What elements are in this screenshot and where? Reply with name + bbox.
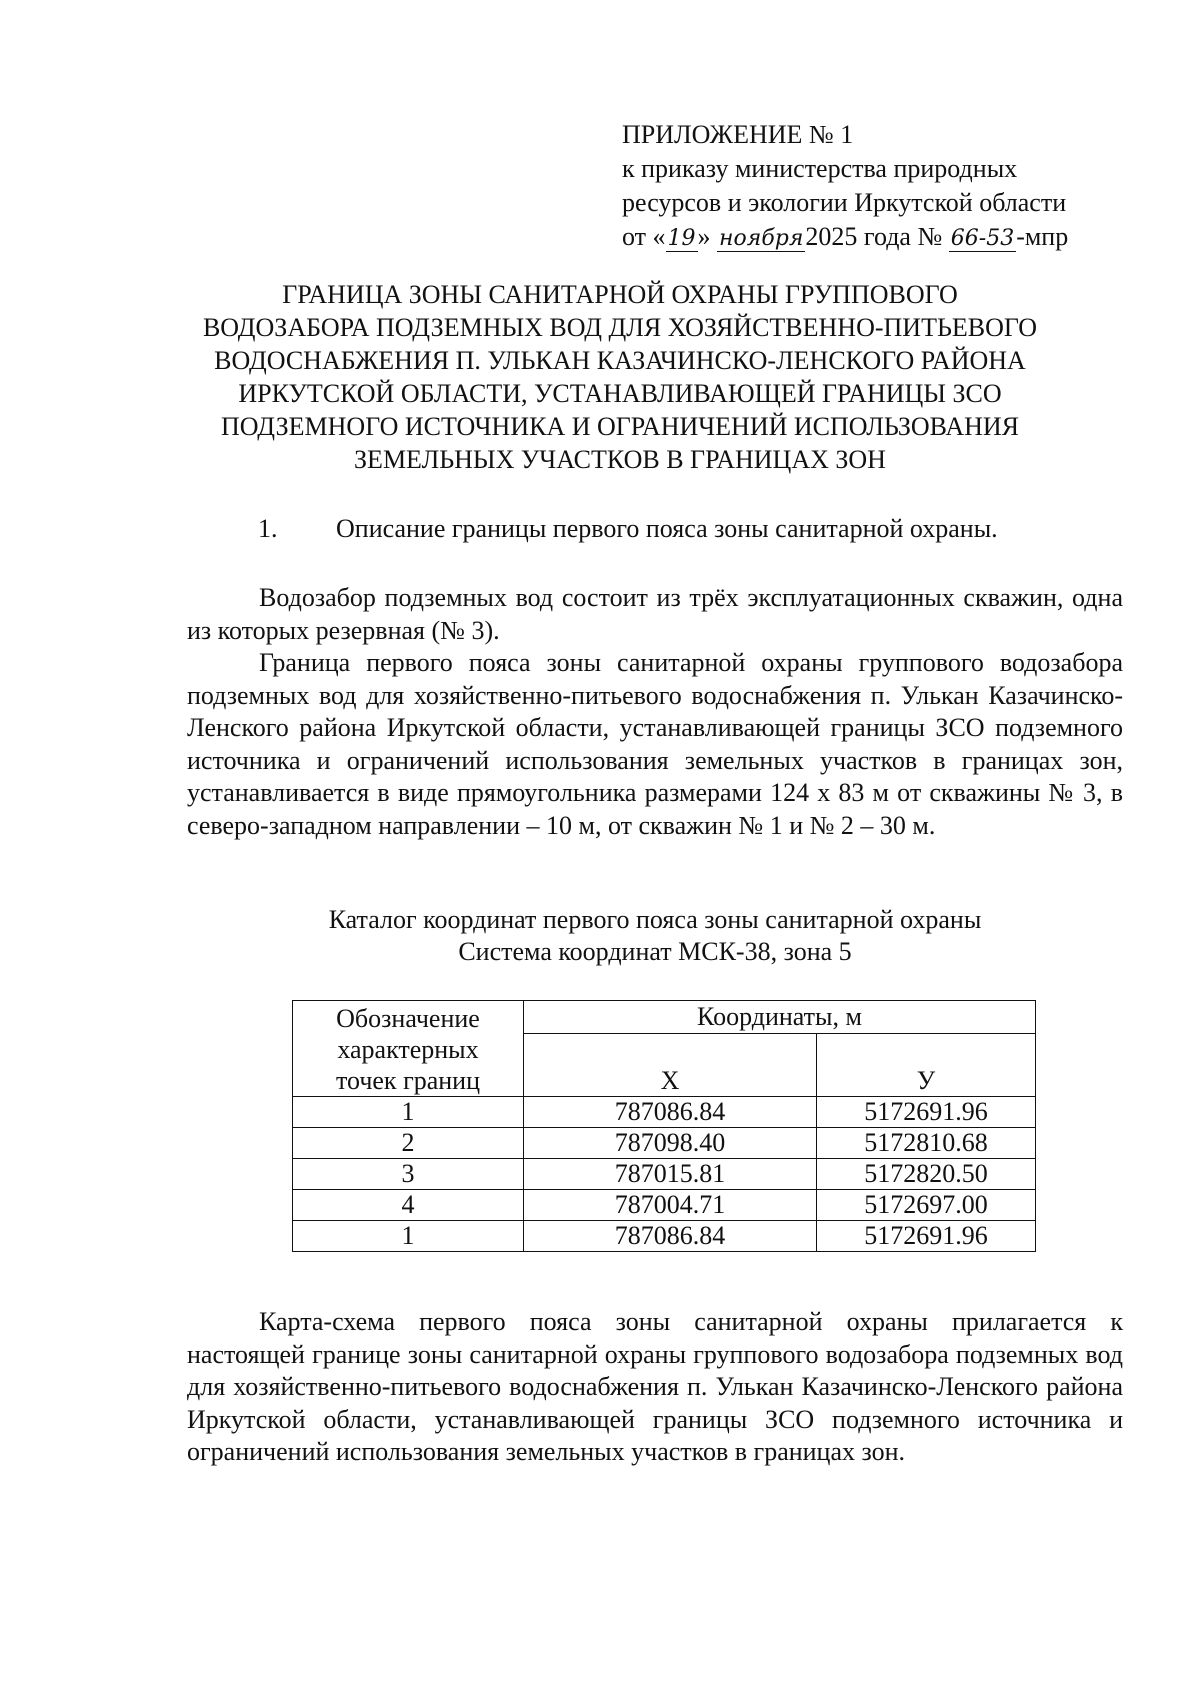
closing-paragraph — [187, 1306, 1123, 1469]
handwritten-day: 19 — [667, 226, 696, 251]
date-mid: » — [697, 222, 711, 251]
catalog-caption — [187, 904, 1123, 968]
appendix-header — [622, 118, 1142, 254]
catalog-caption-line-1: Каталог координат первого пояса зоны санитарной охраны — [328, 905, 982, 934]
document-title — [150, 278, 1090, 476]
table-row — [293, 1221, 1036, 1252]
point-cell: 1 — [293, 1097, 524, 1128]
section-heading-text: Описание границы первого пояса зоны санитарной охраны. — [336, 514, 998, 543]
table-row — [293, 1190, 1036, 1221]
order-suffix: -мпр — [1016, 222, 1069, 251]
title-line: ВОДОСНАБЖЕНИЯ П. УЛЬКАН КАЗАЧИНСКО-ЛЕНСКОГО РАЙОНА — [214, 346, 1026, 375]
x-cell: 787015.81 — [524, 1159, 817, 1190]
header-point-line: характерных — [337, 1035, 479, 1064]
header-y: У — [817, 1034, 1036, 1097]
appendix-line-1: к приказу министерства природных — [622, 154, 1018, 183]
body-paragraphs — [187, 582, 1123, 842]
appendix-date-line — [622, 220, 1142, 254]
handwritten-order-number: 66-53 — [950, 226, 1015, 251]
point-cell: 4 — [293, 1190, 524, 1221]
paragraph-2: Граница первого пояса зоны санитарной охраны группового водозабора подземных вод для хозяйственно-питьевого водоснабжения п. Улькан Казачинско-Ленского района Иркутской области, устанавливающей границы ЗСО подземного источника и ограничений использования земельных участков в границах зон, устанавливается в виде прямоугольника размерами 124 х 83 м от скважины № 3, в северо-западном направлении – 10 м, от скважин № 1 и № 2 – 30 м. — [187, 648, 1123, 840]
point-cell: 3 — [293, 1159, 524, 1190]
x-cell: 787004.71 — [524, 1190, 817, 1221]
handwritten-month: ноября — [719, 226, 804, 251]
point-cell: 2 — [293, 1128, 524, 1159]
header-point-line: точек границ — [335, 1066, 481, 1095]
coordinates-table — [292, 1000, 1036, 1252]
title-line: ЗЕМЕЛЬНЫХ УЧАСТКОВ В ГРАНИЦАХ ЗОН — [354, 445, 886, 474]
y-cell: 5172691.96 — [817, 1097, 1036, 1128]
y-cell: 5172691.96 — [817, 1221, 1036, 1252]
title-line: ИРКУТСКОЙ ОБЛАСТИ, УСТАНАВЛИВАЮЩЕЙ ГРАНИЦЫ ЗСО — [238, 379, 1002, 408]
appendix-line-2: ресурсов и экологии Иркутской области — [622, 188, 1067, 217]
header-x: Х — [524, 1034, 817, 1097]
x-cell: 787086.84 — [524, 1221, 817, 1252]
x-cell: 787086.84 — [524, 1097, 817, 1128]
title-line: ПОДЗЕМНОГО ИСТОЧНИКА И ОГРАНИЧЕНИЙ ИСПОЛЬЗОВАНИЯ — [220, 412, 1019, 441]
section-number: 1. — [258, 514, 278, 543]
date-year: 2025 года № — [805, 222, 943, 251]
title-line: ГРАНИЦА ЗОНЫ САНИТАРНОЙ ОХРАНЫ ГРУППОВОГО — [282, 280, 958, 309]
section-heading — [258, 512, 998, 546]
header-point-line: Обозначение — [336, 1004, 480, 1033]
date-prefix: от « — [622, 222, 666, 251]
appendix-title: ПРИЛОЖЕНИЕ № 1 — [622, 120, 854, 149]
y-cell: 5172810.68 — [817, 1128, 1036, 1159]
table-header-row — [293, 1001, 1036, 1034]
table-row — [293, 1097, 1036, 1128]
table-row — [293, 1128, 1036, 1159]
point-cell: 1 — [293, 1221, 524, 1252]
table-row — [293, 1159, 1036, 1190]
paragraph-3: Карта-схема первого пояса зоны санитарной охраны прилагается к настоящей границе зоны санитарной охраны группового водозабора подземных вод для хозяйственно-питьевого водоснабжения п. Улькан Казачинско-Ленского района Иркутской области, устанавливающей границы ЗСО подземного источника и ограничений использования земельных участков в границах зон. — [187, 1307, 1123, 1466]
y-cell: 5172820.50 — [817, 1159, 1036, 1190]
catalog-caption-line-2: Система координат МСК-38, зона 5 — [458, 937, 852, 966]
y-cell: 5172697.00 — [817, 1190, 1036, 1221]
header-point — [293, 1001, 524, 1097]
title-line: ВОДОЗАБОРА ПОДЗЕМНЫХ ВОД ДЛЯ ХОЗЯЙСТВЕННО-ПИТЬЕВОГО — [202, 313, 1038, 342]
header-coordinates: Координаты, м — [524, 1001, 1036, 1034]
x-cell: 787098.40 — [524, 1128, 817, 1159]
paragraph-1: Водозабор подземных вод состоит из трёх эксплуатационных скважин, одна из которых резервная (№ 3). — [187, 583, 1123, 645]
